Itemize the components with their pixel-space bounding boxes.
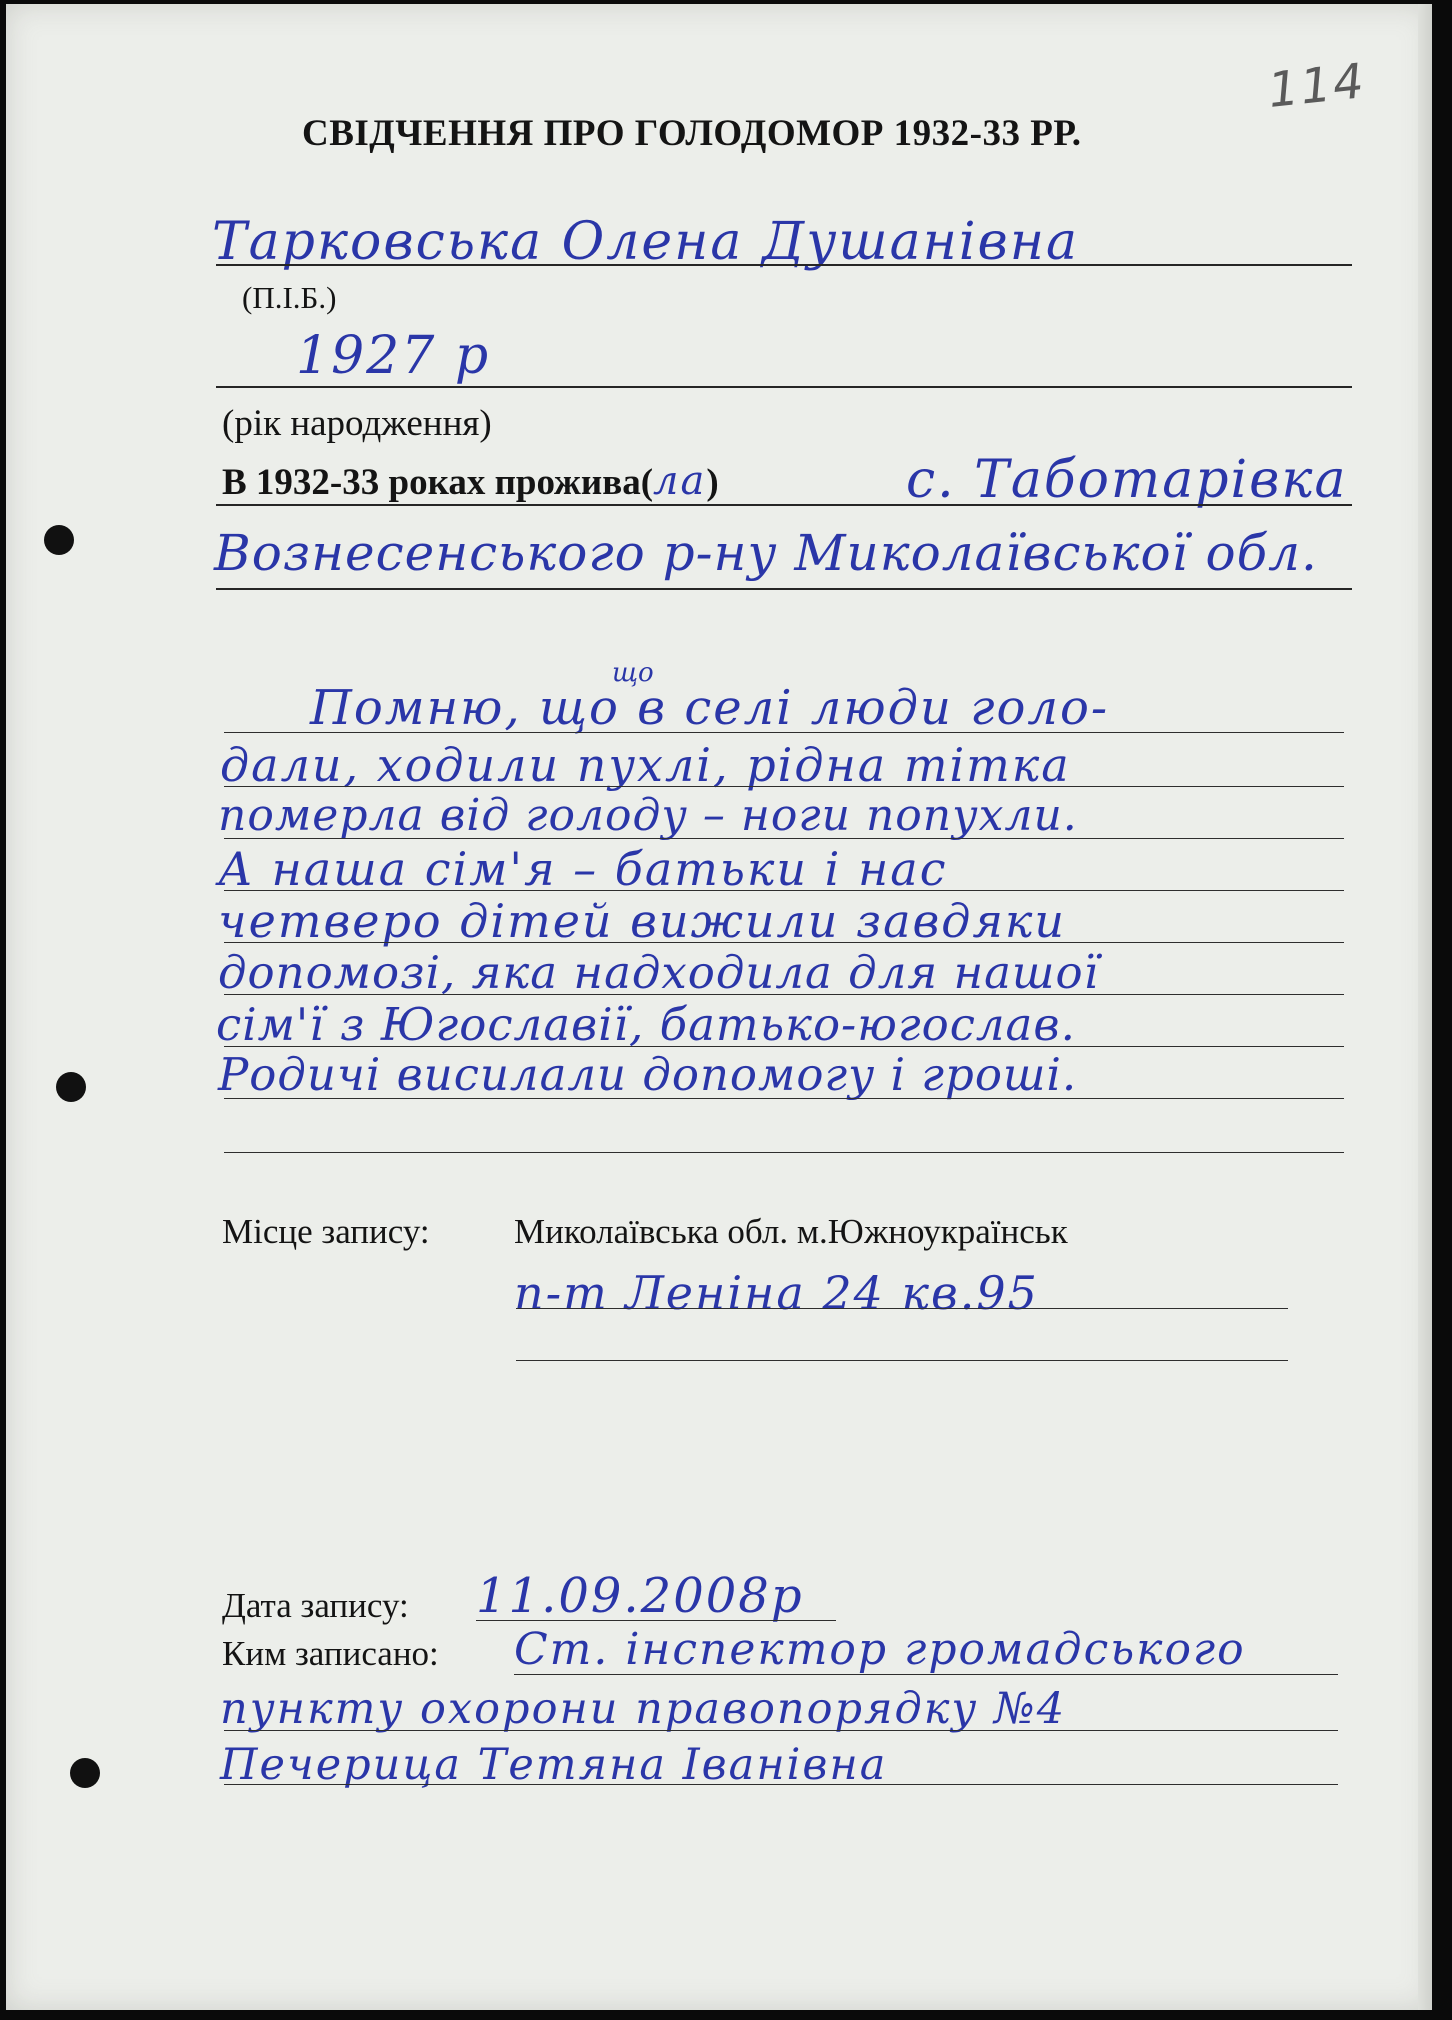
residence-line-1 bbox=[216, 504, 1352, 506]
testimony-line-4: А наша сім'я – батьки і нас bbox=[218, 842, 948, 896]
document-title: СВІДЧЕННЯ ПРО ГОЛОДОМОР 1932-33 РР. bbox=[302, 113, 1082, 154]
recorder-label: Ким записано: bbox=[222, 1634, 439, 1673]
testimony-line-8: Родичі висилали допомогу і гроші. bbox=[218, 1048, 1078, 1101]
recorder-rule-3 bbox=[224, 1784, 1338, 1785]
birth-line bbox=[216, 386, 1352, 388]
birth-caption: (рік народження) bbox=[222, 403, 492, 444]
date-label: Дата запису: bbox=[222, 1586, 409, 1625]
birth-value: 1927 р bbox=[296, 326, 491, 386]
place-label: Місце запису: bbox=[222, 1212, 430, 1251]
punch-hole-middle bbox=[56, 1072, 86, 1102]
residence-suffix: ла bbox=[653, 458, 707, 504]
residence-village: с. Таботарівка bbox=[906, 450, 1348, 510]
place-rule-2 bbox=[516, 1360, 1288, 1361]
recorder-rule-2 bbox=[224, 1730, 1338, 1731]
testimony-rule-5 bbox=[224, 942, 1344, 943]
testimony-line-3: померла від голоду – ноги попухли. bbox=[218, 790, 1078, 841]
punch-hole-top bbox=[44, 525, 74, 555]
testimony-rule-4 bbox=[224, 890, 1344, 891]
place-address: п-т Леніна 24 кв.95 bbox=[514, 1266, 1039, 1320]
date-rule bbox=[476, 1620, 836, 1621]
recorder-line-2: пункту охорони правопорядку №4 bbox=[220, 1684, 1067, 1734]
testimony-rule-1 bbox=[224, 732, 1344, 733]
recorder-rule-1 bbox=[514, 1674, 1338, 1675]
name-line bbox=[216, 264, 1352, 266]
date-value: 11.09.2008р bbox=[476, 1568, 804, 1624]
recorder-line-1: Ст. інспектор громадського bbox=[514, 1624, 1246, 1675]
document-sheet bbox=[6, 4, 1432, 2010]
paper-edge bbox=[1418, 4, 1432, 2010]
place-printed: Миколаївська обл. м.Южноукраїнськ bbox=[514, 1212, 1068, 1251]
name-value: Тарковська Олена Душанівна bbox=[212, 212, 1080, 272]
testimony-rule-9 bbox=[224, 1152, 1344, 1153]
residence-close: ) bbox=[706, 462, 719, 503]
punch-hole-bottom bbox=[70, 1758, 100, 1788]
testimony-rule-2 bbox=[224, 786, 1344, 787]
testimony-line-1: Помню, що в селі люди голо- bbox=[310, 680, 1110, 736]
testimony-line-2: дали, ходили пухлі, рідна тітка bbox=[220, 738, 1071, 792]
residence-label-text: В 1932-33 роках прожива( bbox=[222, 462, 654, 503]
page-number: 114 bbox=[1265, 53, 1369, 119]
recorder-line-3: Печерица Тетяна Іванівна bbox=[220, 1740, 888, 1790]
testimony-insert: що bbox=[612, 658, 654, 688]
testimony-rule-3 bbox=[224, 838, 1344, 839]
testimony-line-5: четверо дітей вижили завдяки bbox=[218, 894, 1067, 948]
residence-district: Вознесенського р-ну Миколаївської обл. bbox=[214, 524, 1318, 582]
testimony-rule-8 bbox=[224, 1098, 1344, 1099]
testimony-line-6: допомозі, яка надходила для нашої bbox=[218, 946, 1100, 999]
place-rule-1 bbox=[516, 1308, 1288, 1309]
residence-line-2 bbox=[216, 588, 1352, 590]
testimony-rule-6 bbox=[224, 994, 1344, 995]
name-caption: (П.І.Б.) bbox=[242, 280, 337, 315]
residence-label bbox=[222, 458, 719, 504]
testimony-line-7: сім'ї з Югославії, батько-югослав. bbox=[216, 998, 1076, 1051]
testimony-rule-7 bbox=[224, 1046, 1344, 1047]
